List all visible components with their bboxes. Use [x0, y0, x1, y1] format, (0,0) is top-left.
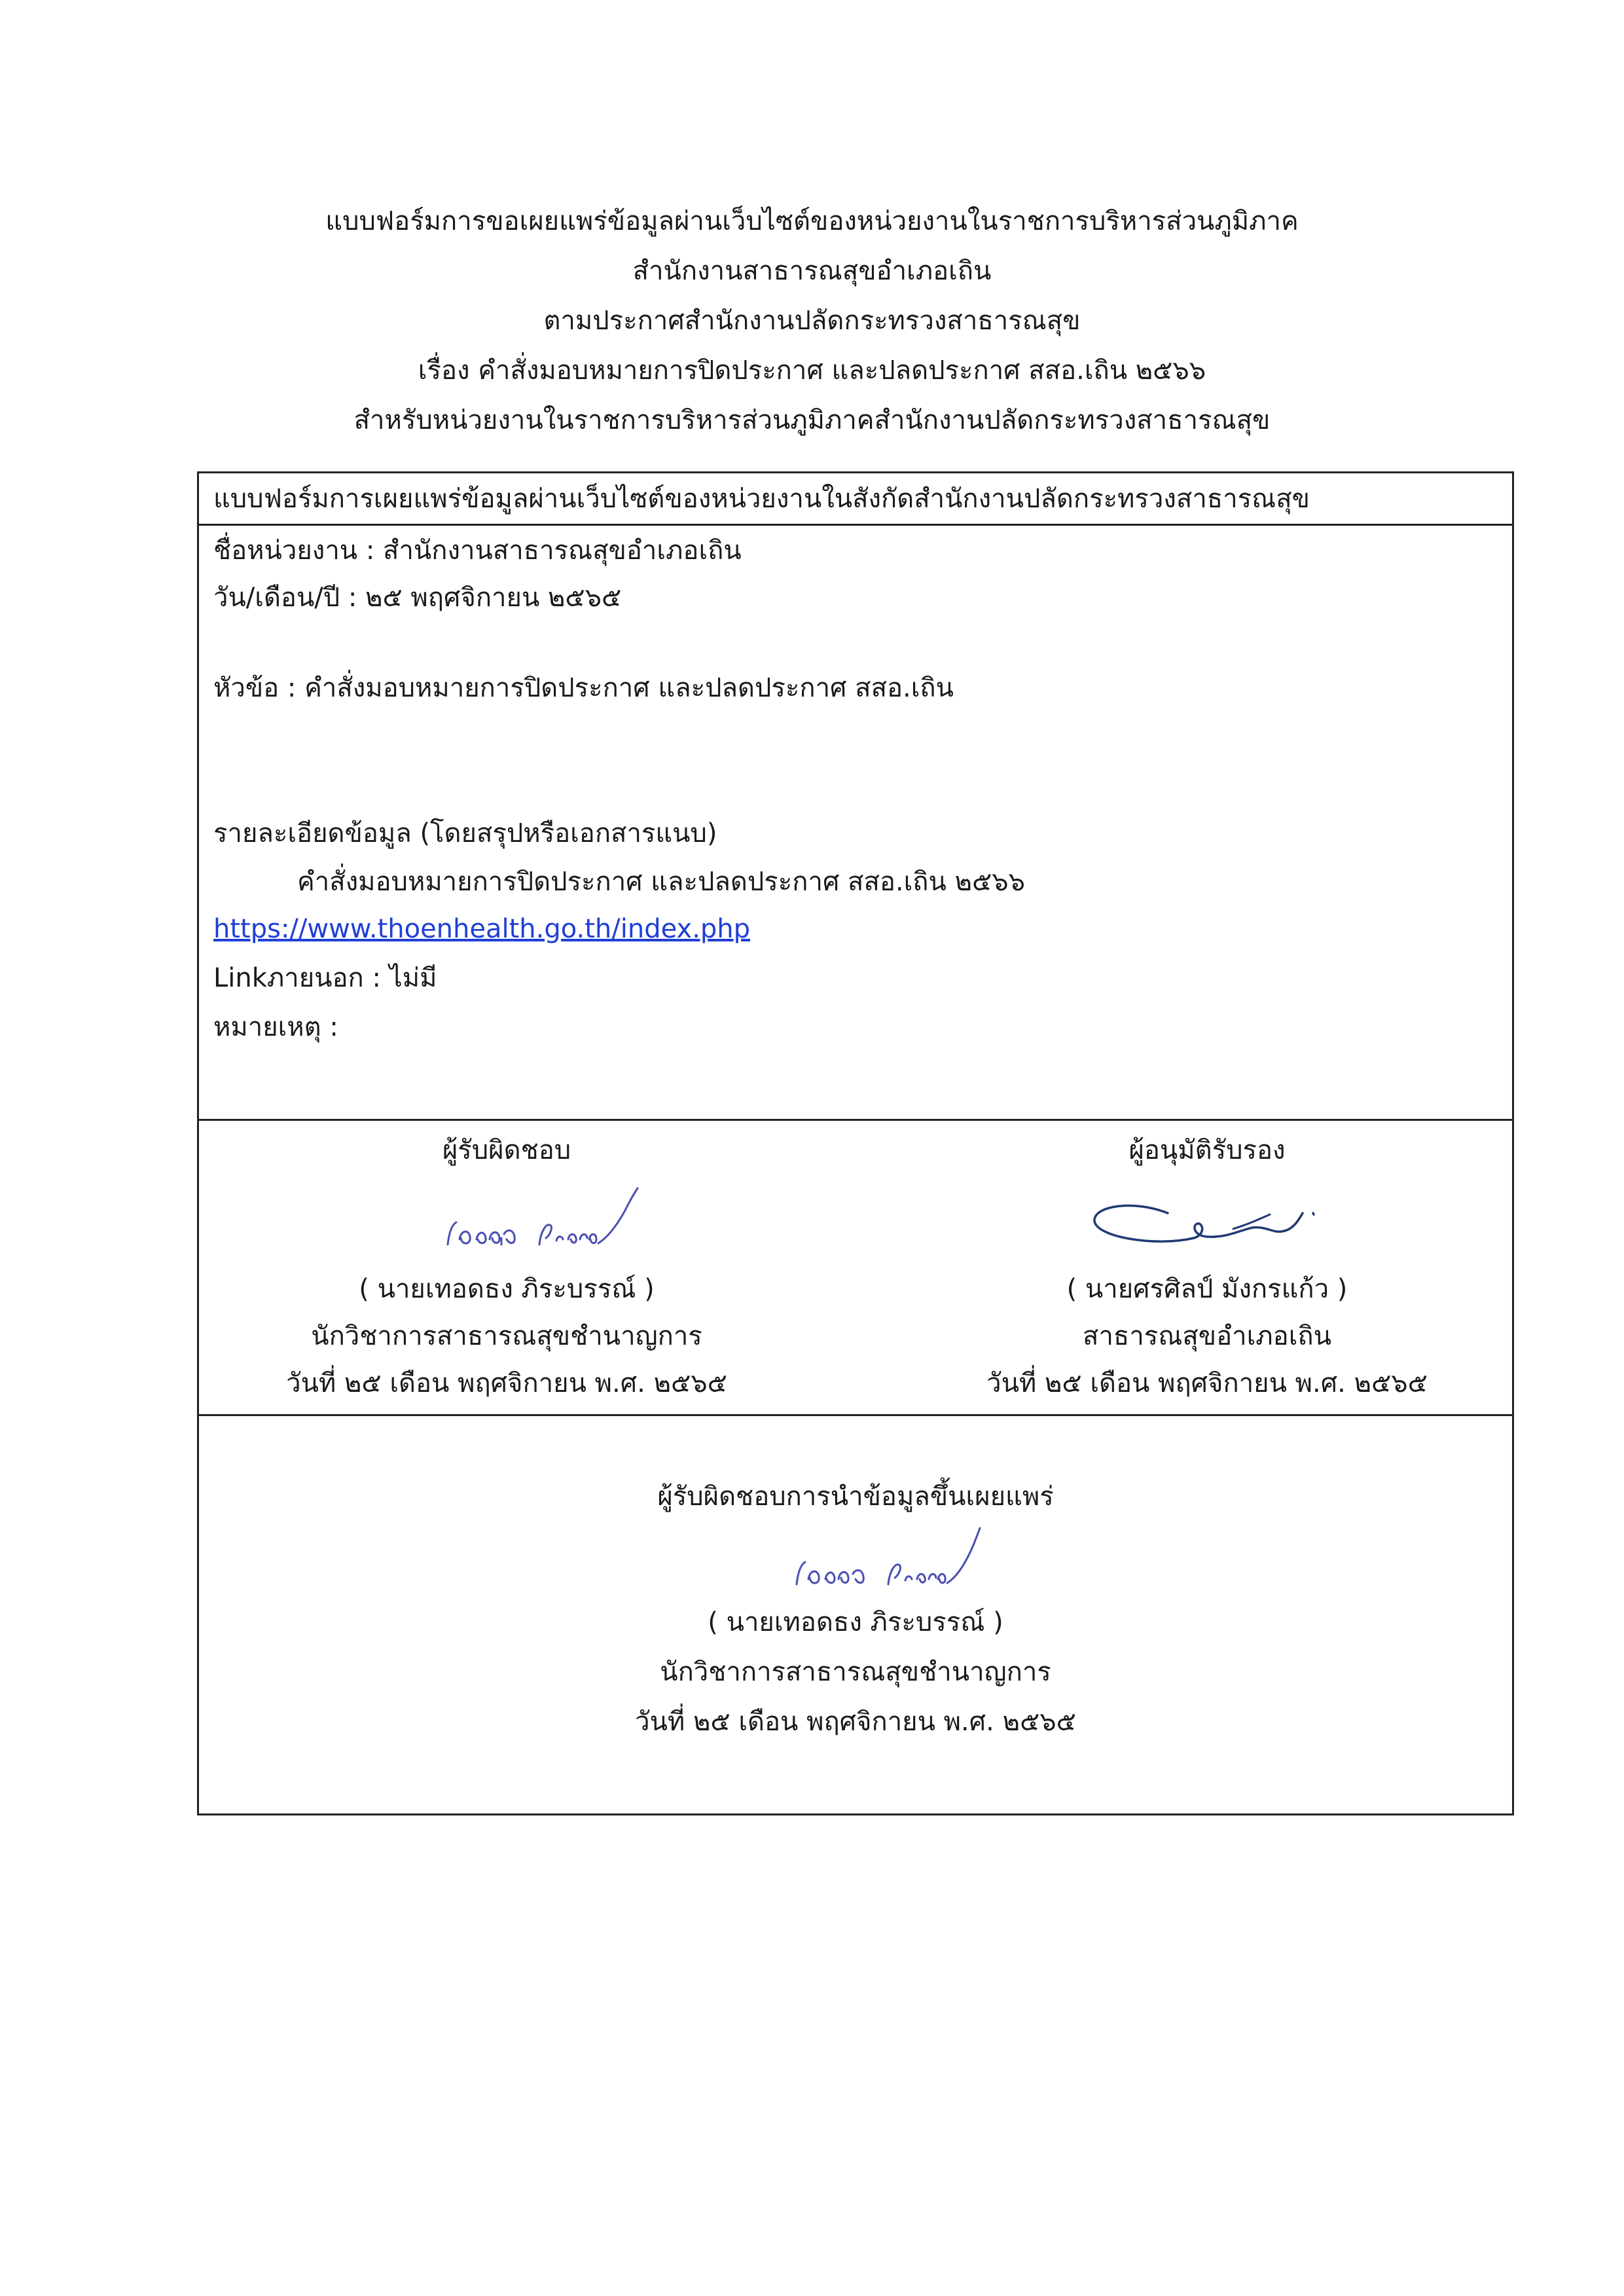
approver-block [926, 1127, 1489, 1407]
responsible-heading: ผู้รับผิดชอบ [442, 1135, 571, 1165]
signature-area [199, 1522, 1512, 1597]
form-title: แบบฟอร์มการเผยแพร่ข้อมูลผ่านเว็บไซต์ของหน่วยงานในสังกัดสำนักงานปลัดกระทรวงสาธารณสุข [213, 484, 1310, 514]
details-text: คำสั่งมอบหมายการปิดประกาศ และปลดประกาศ สสอ.เถิน ๒๕๖๖ [297, 867, 1025, 897]
approver-position: สาธารณสุขอำเภอเถิน [1083, 1321, 1331, 1351]
header-line: สำนักงานสาธารณสุขอำเภอเถิน [632, 256, 992, 286]
responsible-name: ( นายเทอดธง ภิระบรรณ์ ) [359, 1274, 655, 1304]
header-line: แบบฟอร์มการขอเผยแพร่ข้อมูลผ่านเว็บไซต์ของหน่วยงานในราชการบริหารส่วนภูมิภาค [325, 206, 1299, 236]
signature-area [225, 1174, 788, 1266]
document-header [0, 196, 1624, 445]
subject-line: หัวข้อ : คำสั่งมอบหมายการปิดประกาศ และปลดประกาศ สสอ.เถิน [213, 673, 954, 703]
approver-name: ( นายศรศิลป์ มังกรแก้ว ) [1066, 1274, 1348, 1304]
publisher-name: ( นายเทอดธง ภิระบรรณ์ ) [708, 1607, 1003, 1637]
responsible-position: นักวิชาการสาธารณสุขชำนาญการ [311, 1321, 702, 1351]
agency-line: ชื่อหน่วยงาน : สำนักงานสาธารณสุขอำเภอเถิน [213, 536, 742, 566]
approver-date: วันที่ ๒๕ เดือน พฤศจิกายน พ.ศ. ๒๕๖๕ [986, 1368, 1428, 1398]
publisher-heading: ผู้รับผิดชอบการนำข้อมูลขึ้นเผยแพร่ [657, 1482, 1054, 1512]
handwritten-signature [1056, 1174, 1358, 1272]
publisher-position: นักวิชาการสาธารณสุขชำนาญการ [660, 1657, 1051, 1687]
responsible-block [225, 1127, 788, 1407]
remark-line: หมายเหตุ : [213, 1012, 338, 1042]
divider [199, 1414, 1512, 1416]
divider [199, 1119, 1512, 1121]
header-line: ตามประกาศสำนักงานปลัดกระทรวงสาธารณสุข [543, 306, 1081, 336]
divider [199, 524, 1512, 526]
details-label: รายละเอียดข้อมูล (โดยสรุปหรือเอกสารแนบ) [213, 818, 717, 848]
date-line: วัน/เดือน/ปี : ๒๕ พฤศจิกายน ๒๕๖๕ [213, 583, 622, 613]
publisher-block [199, 1472, 1512, 1747]
publication-form [197, 471, 1514, 1815]
header-line: สำหรับหน่วยงานในราชการบริหารส่วนภูมิภาคสำนักงานปลัดกระทรวงสาธารณสุข [353, 405, 1271, 435]
handwritten-signature [350, 1174, 664, 1272]
external-link-line: Linkภายนอก : ไม่มี [213, 963, 437, 993]
responsible-date: วันที่ ๒๕ เดือน พฤศจิกายน พ.ศ. ๒๕๖๕ [286, 1368, 727, 1398]
header-line: เรื่อง คำสั่งมอบหมายการปิดประกาศ และปลดประกาศ สสอ.เถิน ๒๕๖๖ [418, 355, 1206, 386]
signature-area [926, 1174, 1489, 1266]
approver-heading: ผู้อนุมัติรับรอง [1128, 1135, 1286, 1165]
details-link[interactable]: https://www.thoenhealth.go.th/index.php [213, 914, 751, 944]
handwritten-signature [698, 1522, 1013, 1607]
publisher-date: วันที่ ๒๕ เดือน พฤศจิกายน พ.ศ. ๒๕๖๕ [635, 1707, 1076, 1737]
